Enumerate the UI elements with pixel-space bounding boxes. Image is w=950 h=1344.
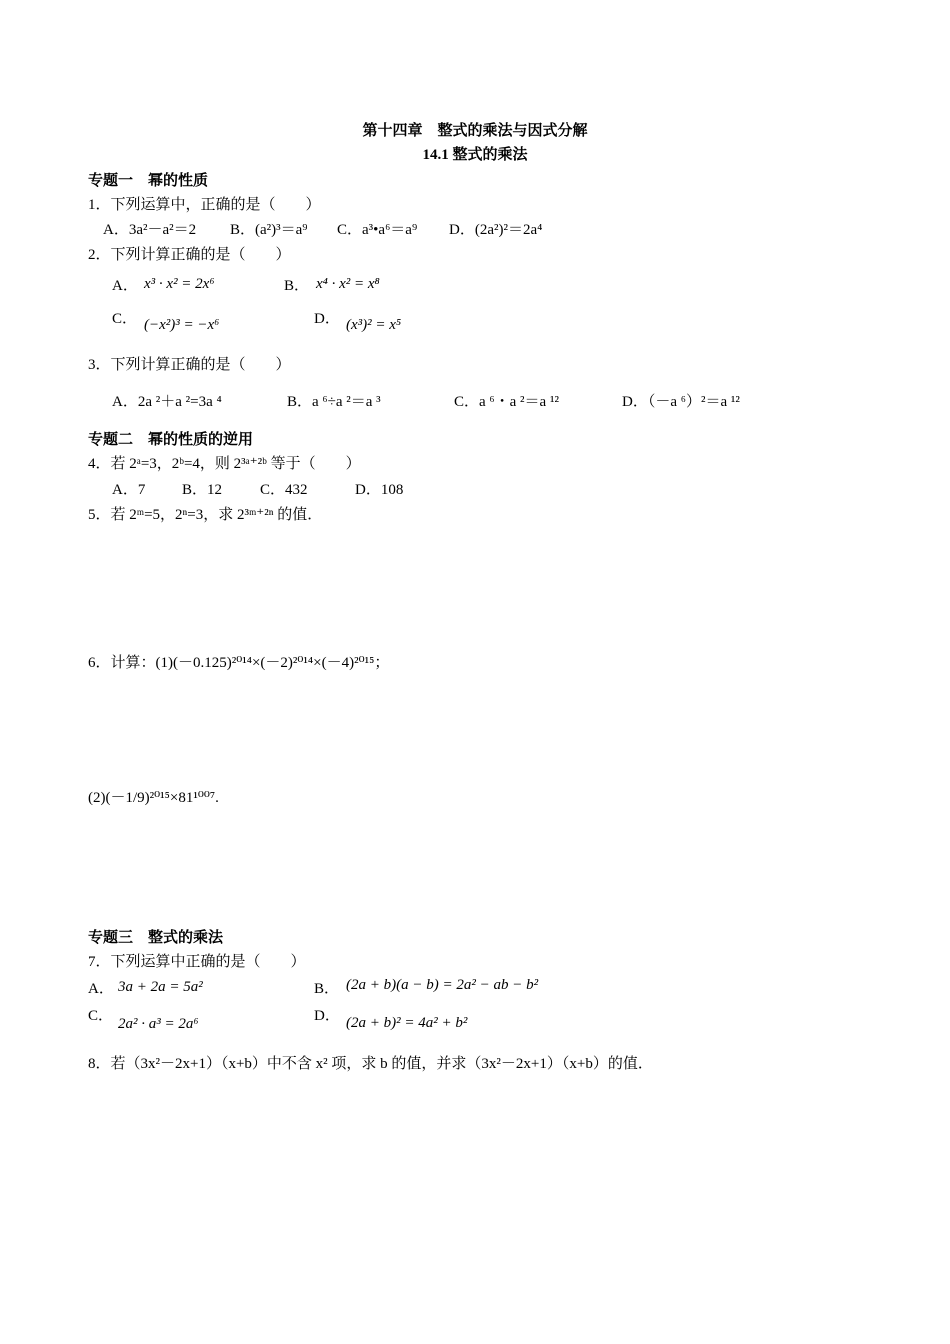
question-3-option-b: B．a ⁶÷a ²＝a ³ <box>287 394 381 410</box>
question-4-option-c: C．432 <box>260 482 308 498</box>
question-2-option-b-expr: x⁴ · x² = x⁸ <box>316 276 380 292</box>
question-7-option-b-label: B． <box>314 981 340 997</box>
question-2-option-b-label: B． <box>284 278 310 294</box>
question-2-option-d-label: D． <box>314 311 340 327</box>
chapter-title: 第十四章 整式的乘法与因式分解 <box>362 123 588 139</box>
question-2-option-a-expr: x³ · x² = 2x⁶ <box>144 276 215 292</box>
question-6-part-1: 6．计算：(1)(－0.125)²⁰¹⁴×(－2)²⁰¹⁴×(－4)²⁰¹⁵； <box>88 655 390 671</box>
question-3-stem: 3．下列计算正确的是（ ） <box>88 357 291 373</box>
question-2-stem: 2．下列计算正确的是（ ） <box>88 247 291 263</box>
question-7-option-d-label: D． <box>314 1008 340 1024</box>
question-7-option-d-expr: (2a + b)² = 4a² + b² <box>346 1015 468 1031</box>
question-2-option-d-expr: (x³)² = x⁵ <box>346 317 402 333</box>
question-6-part-2: (2)(－1/9)²⁰¹⁵×81¹⁰⁰⁷. <box>88 790 219 806</box>
question-1-option-a: A．3a²－a²＝2 <box>103 222 197 238</box>
question-7-stem: 7．下列运算中正确的是（ ） <box>88 954 306 970</box>
question-7-option-a-expr: 3a + 2a = 5a² <box>118 979 203 995</box>
section-heading-2: 专题二 幂的性质的逆用 <box>88 432 254 448</box>
section-heading-1: 专题一 幂的性质 <box>88 173 209 189</box>
question-1-option-c: C．a³•a⁶＝a⁹ <box>337 222 418 238</box>
question-5: 5．若 2ᵐ=5，2ⁿ=3，求 2³ᵐ⁺²ⁿ 的值． <box>88 507 323 523</box>
question-1-option-b: B．(a²)³＝a⁹ <box>230 222 308 238</box>
question-2-option-c-label: C． <box>112 311 138 327</box>
question-8: 8．若（3x²－2x+1）（x+b）中不含 x² 项，求 b 的值，并求（3x²－2x+1）（x+b）的值． <box>88 1056 653 1072</box>
question-3-option-c: C．a ⁶・a ²＝a ¹² <box>454 394 559 410</box>
question-3-option-a: A．2a ²＋a ²=3a ⁴ <box>112 394 222 410</box>
question-4-stem: 4．若 2ᵃ=3，2ᵇ=4，则 2³ᵃ⁺²ᵇ 等于（ ） <box>88 456 361 472</box>
question-2-option-c-expr: (−x²)³ = −x⁶ <box>144 317 220 333</box>
question-1-option-d: D．(2a²)²＝2a⁴ <box>449 222 543 238</box>
question-4-option-b: B．12 <box>182 482 223 498</box>
question-7-option-a-label: A． <box>88 981 114 997</box>
question-1-stem: 1．下列运算中，正确的是（ ） <box>88 197 321 213</box>
question-7-option-c-label: C． <box>88 1008 114 1024</box>
section-title: 14.1 整式的乘法 <box>422 147 528 163</box>
question-7-option-b-expr: (2a + b)(a − b) = 2a² − ab − b² <box>346 977 539 993</box>
section-heading-3: 专题三 整式的乘法 <box>88 930 224 946</box>
question-3-option-d: D．（－a ⁶）²＝a ¹² <box>622 394 740 410</box>
question-7-option-c-expr: 2a² · a³ = 2a⁶ <box>118 1016 199 1032</box>
question-2-option-a-label: A． <box>112 278 138 294</box>
question-4-option-d: D．108 <box>355 482 404 498</box>
question-4-option-a: A．7 <box>112 482 146 498</box>
